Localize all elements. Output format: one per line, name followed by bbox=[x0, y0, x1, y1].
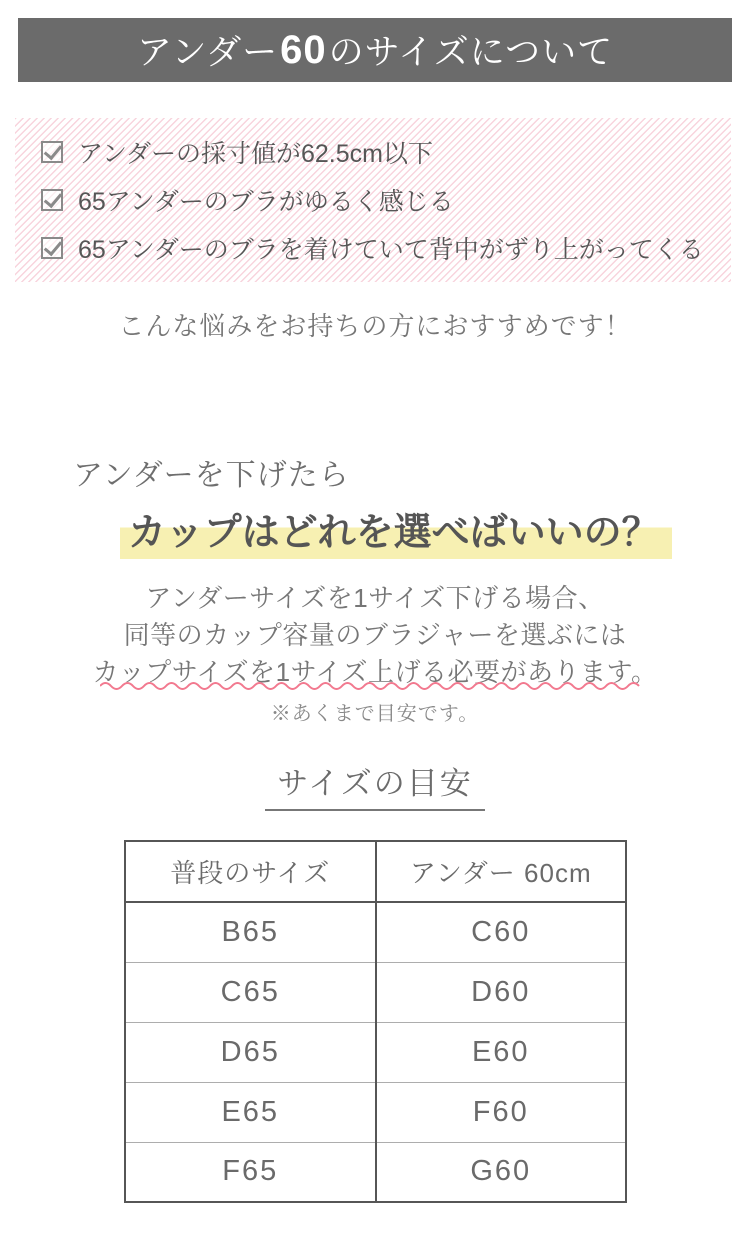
table-cell-usual: F65 bbox=[125, 1142, 376, 1202]
table-cell-usual: B65 bbox=[125, 902, 376, 962]
table-cell-under60: D60 bbox=[376, 962, 627, 1022]
size-table-title-wrap bbox=[0, 758, 750, 811]
banner-title-suffix: のサイズについて bbox=[328, 33, 614, 72]
size-table-header-under60: アンダー 60cm bbox=[376, 841, 627, 902]
size-table-header-usual: 普段のサイズ bbox=[125, 841, 376, 902]
table-row bbox=[125, 1082, 626, 1142]
checkbox-checked-icon bbox=[41, 237, 63, 259]
table-cell-under60: E60 bbox=[376, 1022, 627, 1082]
table-row bbox=[125, 902, 626, 962]
size-table-title: サイズの目安 bbox=[265, 758, 485, 811]
table-cell-under60: C60 bbox=[376, 902, 627, 962]
checklist-item-label: 65アンダーのブラがゆるく感じる bbox=[78, 188, 454, 216]
explanation-text bbox=[0, 580, 750, 691]
note-text: ※あくまで目安です。 bbox=[270, 703, 480, 725]
checklist-item bbox=[41, 134, 721, 170]
recommend-text: こんな悩みをお持ちの方におすすめです！ bbox=[118, 311, 632, 341]
question-line1: アンダーを下げたら bbox=[73, 459, 350, 492]
checkbox-checked-icon bbox=[41, 189, 63, 211]
checklist-item bbox=[41, 182, 721, 218]
table-cell-usual: C65 bbox=[125, 962, 376, 1022]
table-row bbox=[125, 962, 626, 1022]
banner-title-number: 60 bbox=[280, 27, 327, 72]
checklist-item-label: アンダーの採寸値が62.5cm以下 bbox=[78, 140, 433, 168]
checklist-item bbox=[41, 230, 721, 266]
wavy-underline-decoration bbox=[100, 679, 650, 691]
table-cell-under60: F60 bbox=[376, 1082, 627, 1142]
explanation-line3: カップサイズを1サイズ上げる必要があります。 bbox=[92, 657, 658, 687]
table-cell-under60: G60 bbox=[376, 1142, 627, 1202]
explanation-line2: 同等のカップ容量のブラジャーを選ぶには bbox=[123, 620, 627, 650]
checklist-item-label: 65アンダーのブラを着けていて背中がずり上がってくる bbox=[78, 236, 704, 264]
size-table bbox=[124, 840, 627, 1203]
header-banner bbox=[18, 18, 732, 82]
question-heading bbox=[73, 450, 672, 559]
banner-title-prefix: アンダー bbox=[136, 33, 279, 72]
question-line2-highlighted: カップはどれを選べばいいの？ bbox=[120, 501, 672, 559]
table-row bbox=[125, 1142, 626, 1202]
checkbox-checked-icon bbox=[41, 141, 63, 163]
table-cell-usual: E65 bbox=[125, 1082, 376, 1142]
checklist-box bbox=[15, 118, 731, 282]
table-cell-usual: D65 bbox=[125, 1022, 376, 1082]
size-table-header-row bbox=[125, 841, 626, 902]
table-row bbox=[125, 1022, 626, 1082]
explanation-line1: アンダーサイズを1サイズ下げる場合、 bbox=[145, 583, 605, 613]
